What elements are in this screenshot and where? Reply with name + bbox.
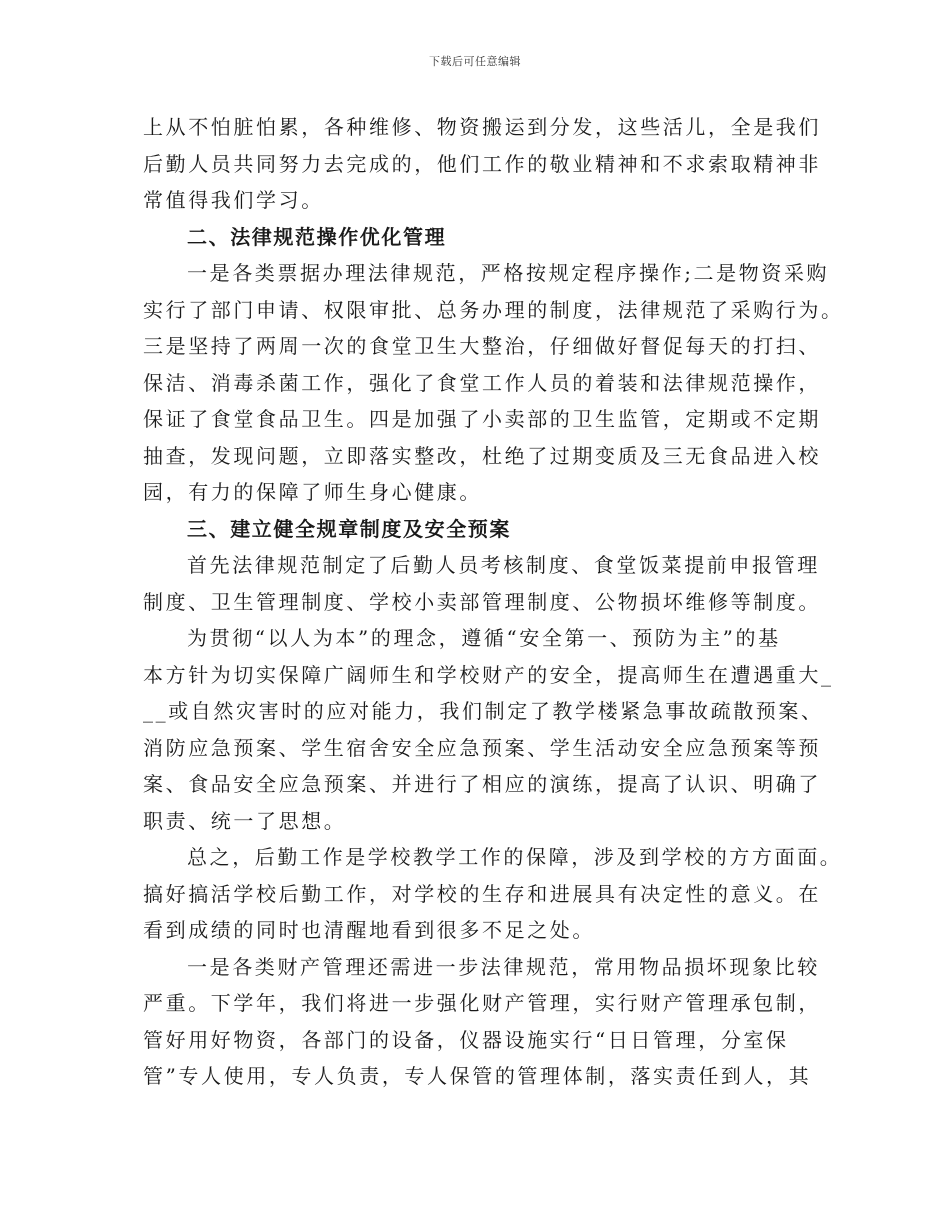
text-line: 管”专人使用，专人负责，专人保管的管理体制，落实责任到人，其 bbox=[143, 1064, 812, 1088]
text-line: 消防应急预案、学生宿舍安全应急预案、学生活动安全应急预案等预 bbox=[143, 735, 821, 760]
text-line: 搞好搞活学校后勤工作，对学校的生存和进展具有决定性的意义。在 bbox=[143, 881, 821, 906]
text-line: 为贯彻“以人为本”的理念，遵循“安全第一、预防为主”的基 bbox=[187, 626, 781, 650]
text-line: 后勤人员共同努力去完成的，他们工作的敬业精神和不求索取精神非 bbox=[143, 151, 821, 176]
text-line: 管好用好物资，各部门的设备，仪器设施实行“日日管理，分室保 bbox=[143, 1027, 789, 1052]
text-line: 严重。下学年，我们将进一步强化财产管理，实行财产管理承包制， bbox=[143, 991, 821, 1015]
section-heading: 三、建立健全规章制度及安全预案 bbox=[187, 516, 511, 541]
text-line: 上从不怕脏怕累，各种维修、物资搬运到分发，这些活儿，全是我们 bbox=[143, 115, 821, 139]
document-body bbox=[143, 109, 844, 1095]
text-line: 案、食品安全应急预案、并进行了相应的演练，提高了认识、明确了 bbox=[143, 772, 821, 796]
text-line: 园，有力的保障了师生身心健康。 bbox=[143, 480, 482, 504]
text-line: __或自然灾害时的应对能力，我们制定了教学楼紧急事故疏散预案、 bbox=[143, 699, 824, 723]
text-line: 保洁、消毒杀菌工作，强化了食堂工作人员的着装和法律规范操作， bbox=[143, 370, 821, 395]
text-line: 抽查，发现问题，立即落实整改，杜绝了过期变质及三无食品进入校 bbox=[143, 443, 821, 468]
text-line: 看到成绩的同时也清醒地看到很多不足之处。 bbox=[143, 918, 595, 942]
text-line: 本方针为切实保障广阔师生和学校财产的安全，提高师生在遭遇重大_ bbox=[143, 662, 834, 687]
text-line: 首先法律规范制定了后勤人员考核制度、食堂饭菜提前申报管理 bbox=[187, 553, 820, 577]
text-line: 常值得我们学习。 bbox=[143, 188, 324, 212]
text-line: 三是坚持了两周一次的食堂卫生大整治，仔细做好督促每天的打扫、 bbox=[143, 334, 821, 358]
text-line: 保证了食堂食品卫生。四是加强了小卖部的卫生监管，定期或不定期 bbox=[143, 407, 821, 431]
section-heading: 二、法律规范操作优化管理 bbox=[187, 224, 447, 249]
text-line: 一是各类票据办理法律规范，严格按规定程序操作;二是物资采购 bbox=[187, 261, 830, 285]
text-line: 实行了部门申请、权限审批、总务办理的制度，法律规范了采购行为。 bbox=[143, 297, 844, 322]
text-line: 总之，后勤工作是学校教学工作的保障，涉及到学校的方方面面。 bbox=[187, 845, 843, 869]
page-header: 下载后可任意编辑 bbox=[429, 55, 521, 68]
text-line: 制度、卫生管理制度、学校小卖部管理制度、公物损坏维修等制度。 bbox=[143, 589, 821, 614]
text-line: 职责、统一了思想。 bbox=[143, 808, 347, 833]
text-line: 一是各类财产管理还需进一步法律规范，常用物品损坏现象比较 bbox=[187, 954, 820, 979]
